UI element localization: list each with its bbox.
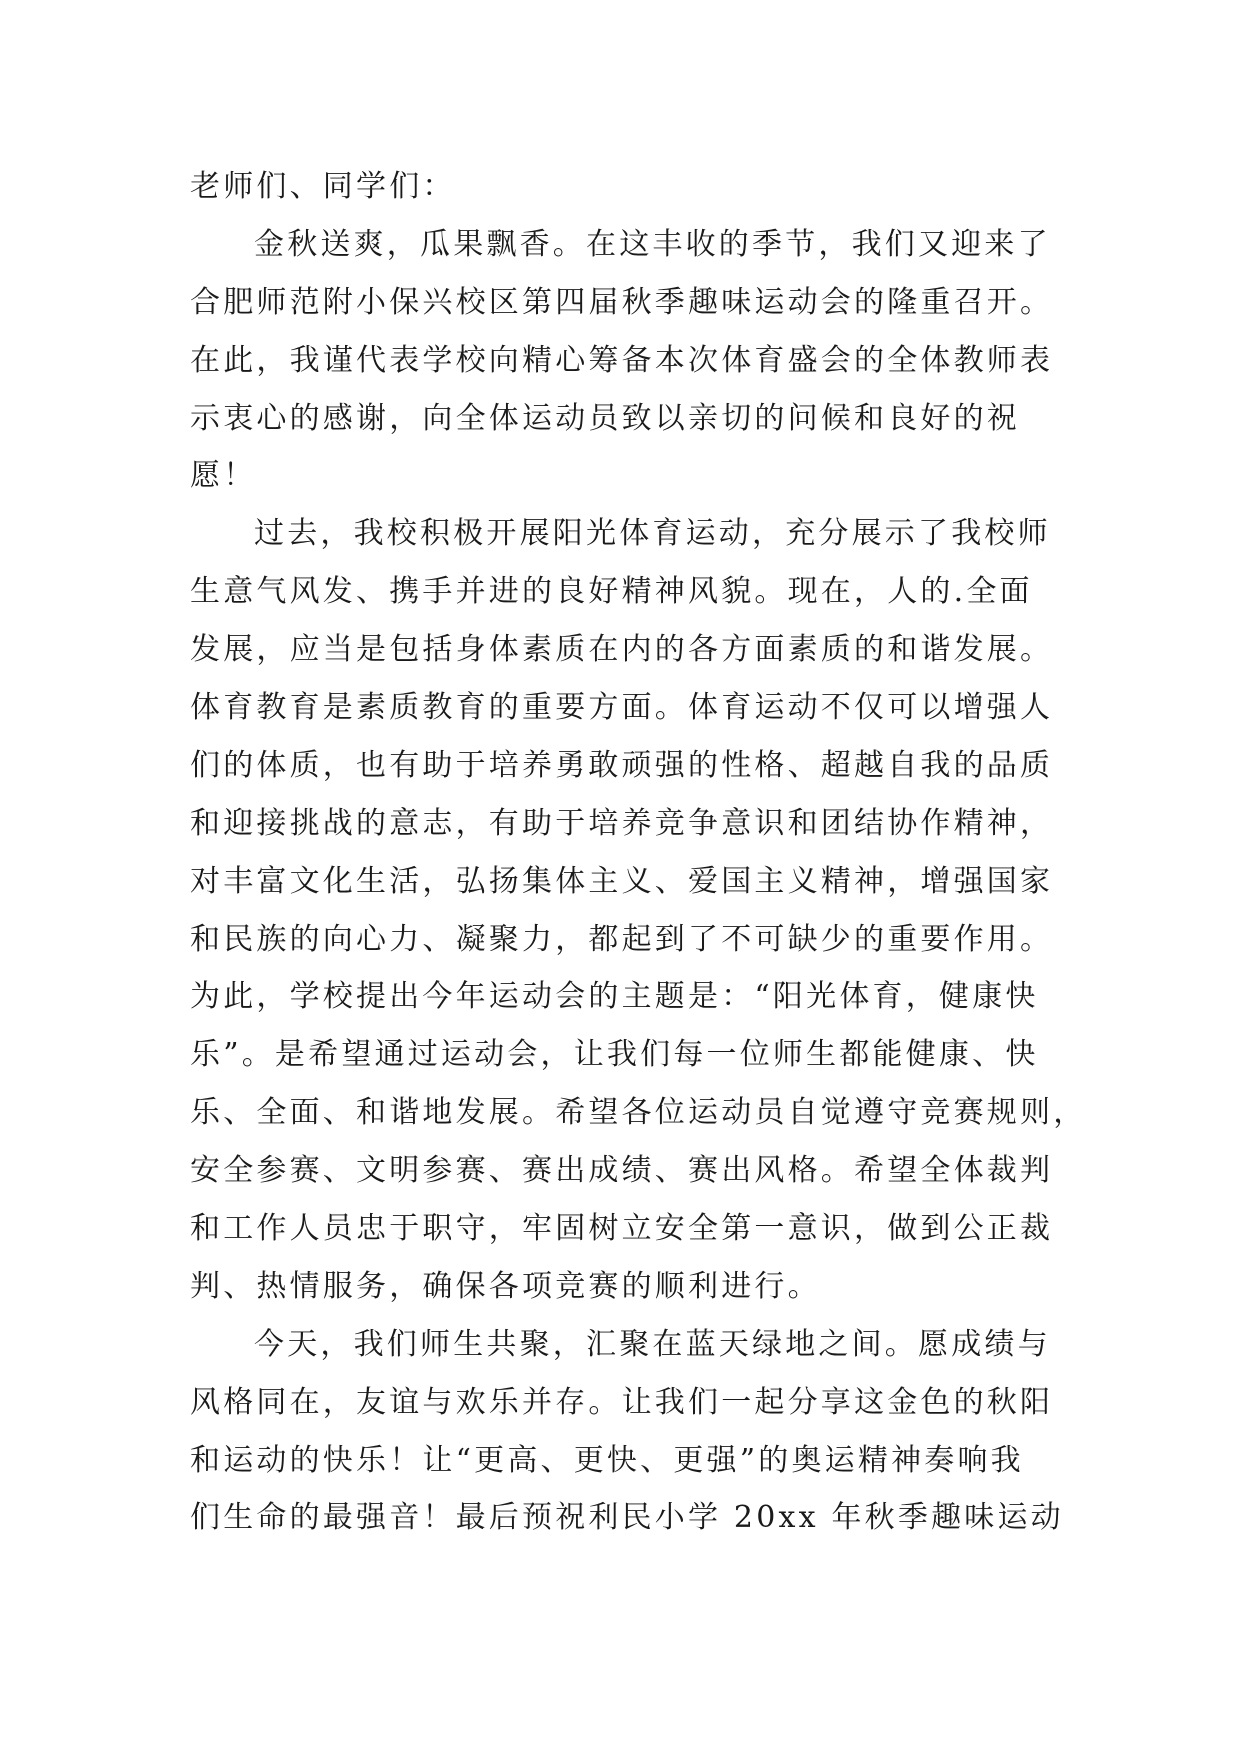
paragraph-line: 愿！: [190, 458, 257, 494]
paragraph-line: 在此，我谨代表学校向精心筹备本次体育盛会的全体教师表: [190, 342, 1054, 378]
paragraph-2: [190, 505, 1087, 1315]
paragraph-line: 们生命的最强音！最后预祝利民小学 20xx 年秋季趣味运动: [190, 1500, 1064, 1536]
paragraph-line: 和工作人员忠于职守，牢固树立安全第一意识，做到公正裁: [190, 1211, 1054, 1247]
paragraph-line: 和迎接挑战的意志，有助于培养竞争意识和团结协作精神，: [190, 805, 1054, 841]
paragraph-line: 为此，学校提出今年运动会的主题是：“阳光体育，健康快: [190, 979, 1039, 1015]
paragraph-line: 乐、全面、和谐地发展。希望各位运动员自觉遵守竞赛规则，: [190, 1095, 1087, 1131]
paragraph-line: 对丰富文化生活，弘扬集体主义、爱国主义精神，增强国家: [190, 863, 1054, 899]
paragraph-3: [190, 1316, 1064, 1548]
paragraph-line: 过去，我校积极开展阳光体育运动，充分展示了我校师: [254, 516, 1051, 552]
document-body: [190, 158, 1087, 1547]
paragraph-line: 们的体质，也有助于培养勇敢顽强的性格、超越自我的品质: [190, 747, 1054, 783]
paragraph-1: [190, 216, 1060, 505]
paragraph-line: 生意气风发、携手并进的良好精神风貌。现在，人的.全面: [190, 574, 1033, 610]
paragraph-line: 金秋送爽，瓜果飘香。在这丰收的季节，我们又迎来了: [254, 226, 1051, 262]
paragraph-line: 乐”。是希望通过运动会，让我们每一位师生都能健康、快: [190, 1037, 1039, 1073]
paragraph-line: 判、热情服务，确保各项竞赛的顺利进行。: [190, 1268, 821, 1304]
greeting: 老师们、同学们：: [190, 169, 456, 204]
paragraph-line: 合肥师范附小保兴校区第四届秋季趣味运动会的隆重召开。: [190, 284, 1054, 320]
paragraph-line: 发展，应当是包括身体素质在内的各方面素质的和谐发展。: [190, 632, 1054, 668]
paragraph-line: 体育教育是素质教育的重要方面。体育运动不仅可以增强人: [190, 690, 1054, 726]
paragraph-line: 风格同在，友谊与欢乐并存。让我们一起分享这金色的秋阳: [190, 1384, 1054, 1420]
paragraph-line: 示衷心的感谢，向全体运动员致以亲切的问候和良好的祝: [190, 400, 1020, 436]
paragraph-line: 安全参赛、文明参赛、赛出成绩、赛出风格。希望全体裁判: [190, 1153, 1054, 1189]
paragraph-line: 和民族的向心力、凝聚力，都起到了不可缺少的重要作用。: [190, 921, 1054, 957]
paragraph-line: 和运动的快乐！让“更高、更快、更强”的奥运精神奏响我: [190, 1442, 1024, 1478]
paragraph-line: 今天，我们师生共聚，汇聚在蓝天绿地之间。愿成绩与: [254, 1326, 1051, 1362]
